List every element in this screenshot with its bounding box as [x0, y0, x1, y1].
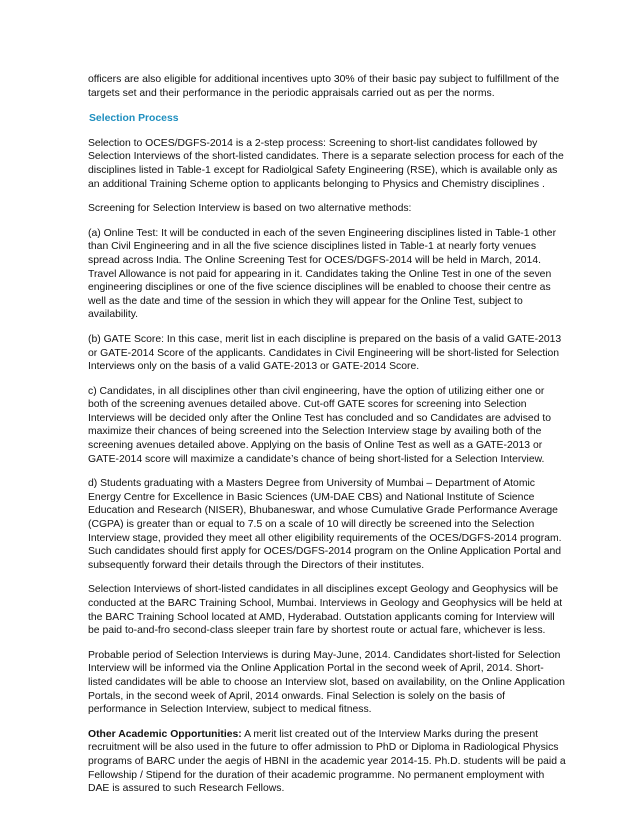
academic-opportunities-body: A merit list created out of the Interview Marks during the present recruitment will be also used in the future to offer admission to PhD or Diploma in Radiological Physics programs of BARC under the aegis of HBNI in the academic year 2014-15. Ph.D. students will be paid a Fellowship / Stipend for the duration of their academic programme. No permanent employment with DAE is assured to such Research Fellows.: [88, 728, 566, 795]
section-heading-selection-process: Selection Process: [89, 113, 179, 125]
paragraph-screening-methods: Screening for Selection Interview is based on two alternative methods:: [88, 203, 412, 215]
academic-opportunities-lead: Other Academic Opportunities:: [88, 728, 242, 740]
paragraph-direct-screening: d) Students graduating with a Masters Degree from University of Mumbai – Department of Atomic Energy Centre for Excellence in Basic Sciences (UM-DAE CBS) and National Institute of Science Education and Research (NISER), Bhubaneswar, and whose Cumulative Grade Performance Average (CGPA) is greater than or equal to 7.5 on a scale of 10 will directly be screened into the Selection Interview stage, provided they meet all other eligibility requirements of the OCES/DGFS-2014 program. Such candidates should first apply for OCES/DGFS-2014 program on the Online Application Portal and subsequently forward their details through the Directors of their institutes.: [88, 478, 562, 571]
paragraph-online-test: (a) Online Test: It will be conducted in each of the seven Engineering disciplines listed in Table-1 other than Civil Engineering and in all the five science disciplines listed in Table-1 at nearly forty venues spread across India. The Online Screening Test for OCES/DGFS-2014 will be held in March, 2014. Travel Allowance is not paid for appearing in it. Candidates taking the Online Test in one of the seven engineering disciplines or one of the five science disciplines will be enabled to choose their centre as well as the date and time of the session in which they will appear for the Online Test, subject to availability.: [88, 227, 557, 321]
paragraph-gate-score: (b) GATE Score: In this case, merit list in each discipline is prepared on the basis of a valid GATE-2013 or GATE-2014 Score of the applicants. Candidates in Civil Engineering will be short-listed for Selection Interviews only on the basis of a valid GATE-2013 or GATE-2014 Score.: [88, 333, 562, 373]
paragraph-incentives: officers are also eligible for additional incentives upto 30% of their basic pay subject to fulfillment of the targets set and their performance in the periodic appraisals carried out as per the norms.: [88, 74, 560, 99]
paragraph-interview-period: Probable period of Selection Interviews is during May-June, 2014. Candidates short-listed for Selection Interview will be informed via the Online Application Portal in the second week of April, 2014. Short-listed candidates will be able to choose an Interview slot, based on availability, on the Online Application Portals, in the second week of April, 2014 onwards. Final Selection is solely on the basis of performance in Selection Interview, subject to medical fitness.: [88, 649, 565, 716]
paragraph-selection-overview: Selection to OCES/DGFS-2014 is a 2-step process: Screening to short-list candidates followed by Selection Interviews of the short-listed candidates. There is a separate selection process for each of the disciplines listed in Table-1 except for Radiolgical Safety Engineering (RSE), which is available only as an additional Training Scheme option to applicants belonging to Physics and Chemistry disciplines .: [88, 137, 564, 190]
paragraph-academic-opportunities: [88, 728, 566, 796]
document-page: [88, 73, 566, 807]
paragraph-screening-options: c) Candidates, in all disciplines other than civil engineering, have the option of utilizing either one or both of the screening avenues detailed above. Cut-off GATE scores for screening into Selection Interviews will be decided only after the Online Test has concluded and so Candidates are advised to maximize their chances of being screened into the Selection Interview stage by availing both of the screening avenues detailed above. Applying on the basis of Online Test as well as a GATE-2013 or GATE-2014 score will maximize a candidate’s chance of being short-listed for a Selection Interview.: [88, 385, 552, 465]
paragraph-interview-venues: Selection Interviews of short-listed candidates in all disciplines except Geology and Geophysics will be conducted at the BARC Training School, Mumbai. Interviews in Geology and Geophysics will be held at the BARC Training School located at AMD, Hyderabad. Outstation applicants coming for Interview will be paid to-and-fro second-class sleeper train fare by shortest route or actual fare, whichever is less.: [88, 584, 563, 637]
